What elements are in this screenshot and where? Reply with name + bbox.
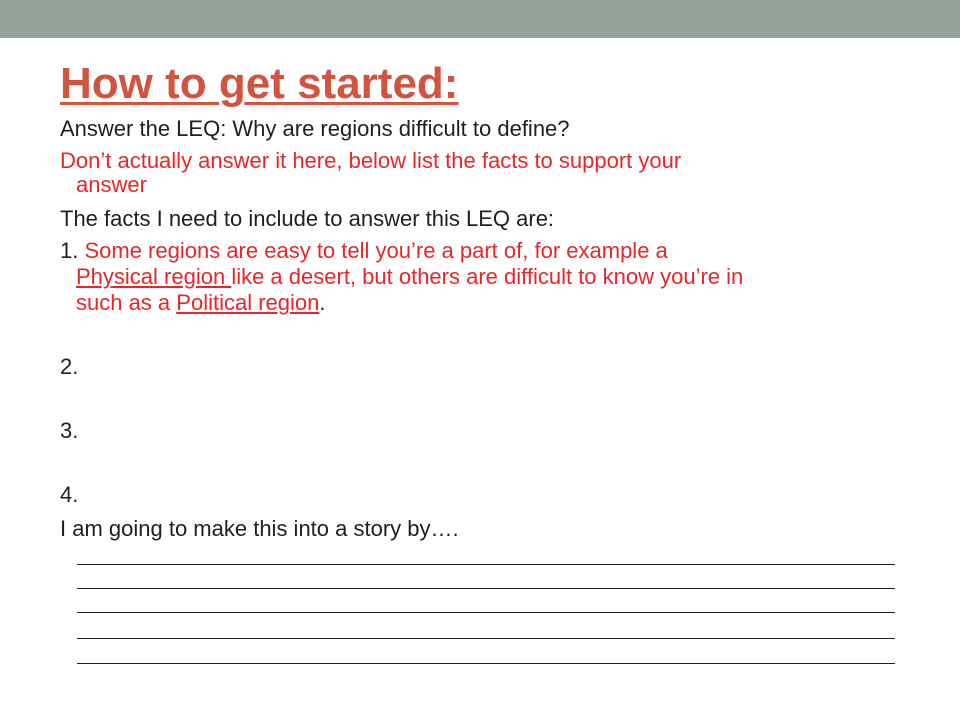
answer-line-3 xyxy=(77,612,895,613)
fact-item-1-line-2 xyxy=(76,264,743,290)
fact-number-1: 1. xyxy=(60,238,79,263)
political-region-term: Political region xyxy=(176,290,320,315)
slide-title: How to get started: xyxy=(60,59,459,108)
fact-1-period: . xyxy=(319,290,326,315)
fact-number-2: 2. xyxy=(60,354,79,379)
story-prompt: I am going to make this into a story by…. xyxy=(60,516,459,541)
answer-line-2 xyxy=(77,588,895,589)
physical-region-term: Physical region xyxy=(76,264,232,289)
fact-number-4: 4. xyxy=(60,482,79,507)
fact-1-text-start: such as a xyxy=(76,290,177,315)
fact-item-1-line-1 xyxy=(60,238,668,264)
answer-line-4 xyxy=(77,638,895,639)
fact-1-text: Some regions are easy to tell you’re a part of, for example a xyxy=(78,238,668,263)
fact-1-text-cont: like a desert, but others are difficult to know you’re in xyxy=(231,264,744,289)
fact-number-3: 3. xyxy=(60,418,79,443)
slide-top-bar xyxy=(0,0,960,38)
leq-question: Answer the LEQ: Why are regions difficult to define? xyxy=(60,116,570,141)
answer-line-5 xyxy=(77,663,895,664)
instruction-line-2: answer xyxy=(76,172,147,197)
fact-item-1-line-3 xyxy=(76,290,325,316)
answer-line-1 xyxy=(77,564,895,565)
facts-intro: The facts I need to include to answer this LEQ are: xyxy=(60,206,555,231)
instruction-line-1: Don’t actually answer it here, below list the facts to support your xyxy=(60,148,682,173)
